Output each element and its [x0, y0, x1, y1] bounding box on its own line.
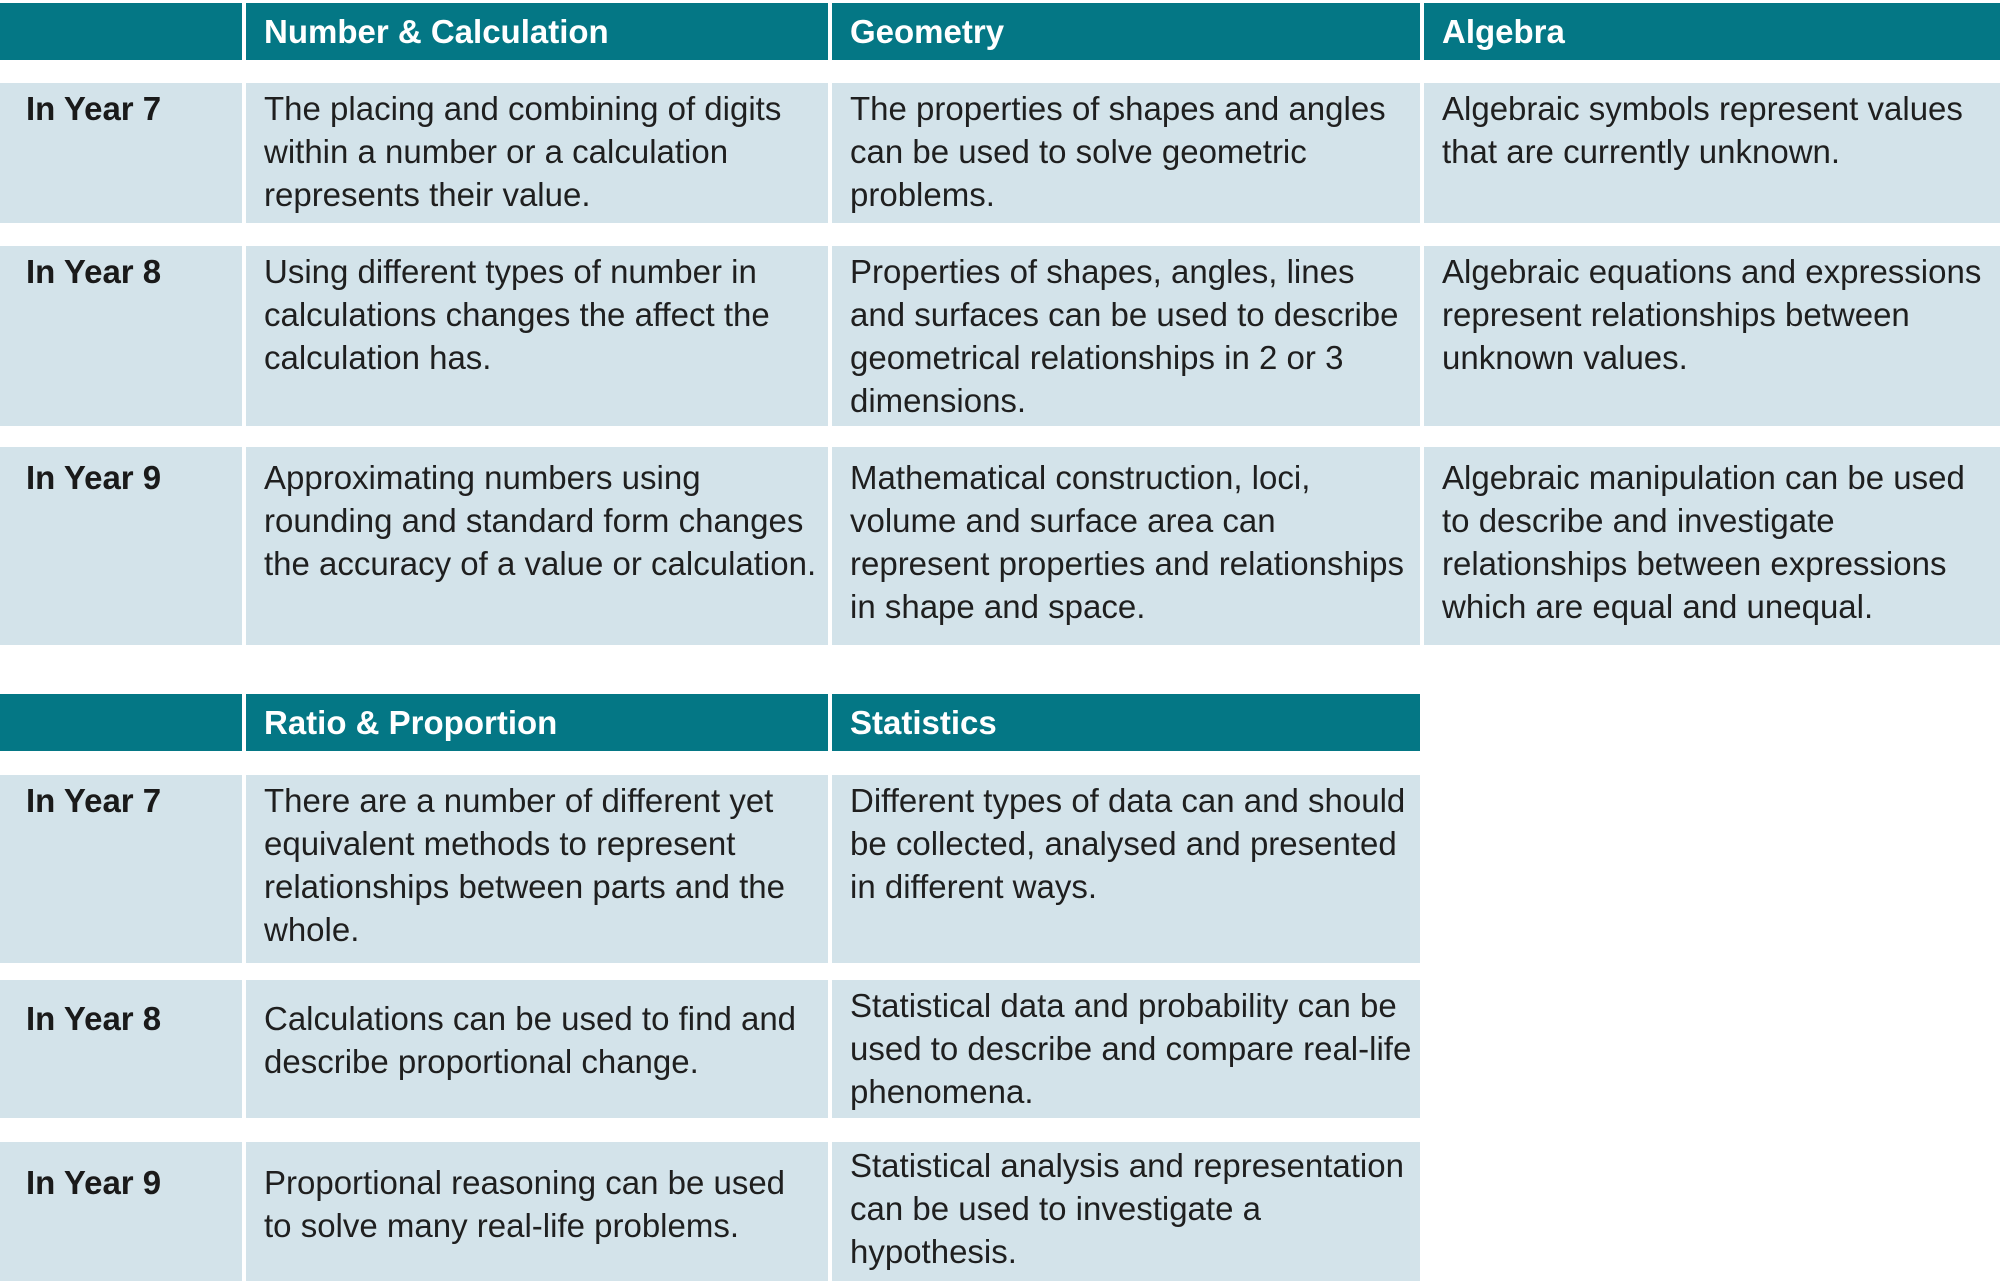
table2-cell-year9-ratio: Proportional reasoning can be used to solve many real-life problems.	[246, 1142, 828, 1281]
table2-row-label-year-8: In Year 8	[0, 980, 242, 1118]
table1-header-algebra: Algebra	[1424, 3, 2000, 60]
table1-cell-year8-algebra: Algebraic equations and expressions represent relationships between unknown values.	[1424, 246, 2000, 426]
table1-cell-year8-number: Using different types of number in calculations changes the affect the calculation has.	[246, 246, 828, 426]
table1-row-label-year-7: In Year 7	[0, 83, 242, 223]
table1-header-blank	[0, 3, 242, 60]
table1-cell-year8-geometry: Properties of shapes, angles, lines and surfaces can be used to describe geometrical relationships in 2 or 3 dimensions.	[832, 246, 1420, 426]
table2-row-label-year-9: In Year 9	[0, 1142, 242, 1281]
table1-cell-year9-algebra: Algebraic manipulation can be used to describe and investigate relationships between expressions which are equal and unequal.	[1424, 447, 2000, 645]
table2-header-ratio-proportion: Ratio & Proportion	[246, 694, 828, 751]
table1-header-number-calculation: Number & Calculation	[246, 3, 828, 60]
table2-cell-year8-statistics: Statistical data and probability can be used to describe and compare real-life phenomena.	[832, 980, 1420, 1118]
table1-cell-year9-number: Approximating numbers using rounding and standard form changes the accuracy of a value or calculation.	[246, 447, 828, 645]
table2-header-statistics: Statistics	[832, 694, 1420, 751]
table1-header-geometry: Geometry	[832, 3, 1420, 60]
table1-cell-year7-number: The placing and combining of digits within a number or a calculation represents their value.	[246, 83, 828, 223]
table1-row-label-year-8: In Year 8	[0, 246, 242, 426]
table2-cell-year7-ratio: There are a number of different yet equivalent methods to represent relationships between parts and the whole.	[246, 775, 828, 963]
table1-cell-year7-algebra: Algebraic symbols represent values that are currently unknown.	[1424, 83, 2000, 223]
table1-cell-year9-geometry: Mathematical construction, loci, volume and surface area can represent properties and relationships in shape and space.	[832, 447, 1420, 645]
table2-row-label-year-7: In Year 7	[0, 775, 242, 963]
table1-row-label-year-9: In Year 9	[0, 447, 242, 645]
table2-cell-year9-statistics: Statistical analysis and representation can be used to investigate a hypothesis.	[832, 1142, 1420, 1281]
table1-cell-year7-geometry: The properties of shapes and angles can be used to solve geometric problems.	[832, 83, 1420, 223]
table2-cell-year8-ratio: Calculations can be used to find and describe proportional change.	[246, 980, 828, 1118]
table2-cell-year7-statistics: Different types of data can and should be collected, analysed and presented in different ways.	[832, 775, 1420, 963]
table2-header-blank	[0, 694, 242, 751]
